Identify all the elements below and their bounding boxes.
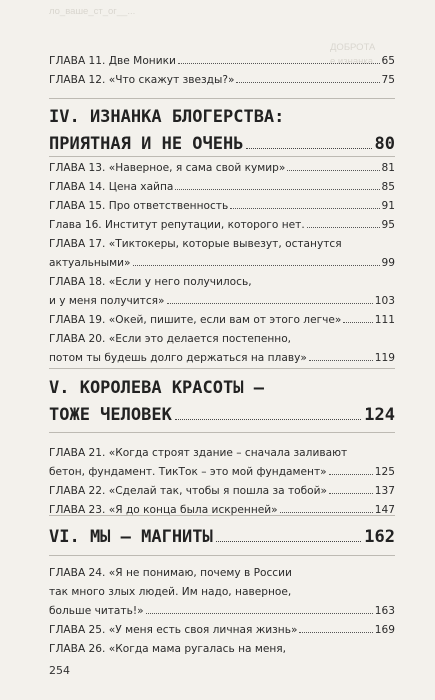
dot-leader	[167, 303, 373, 304]
toc-entry-line	[49, 444, 395, 463]
section-heading-text: IV. ИЗНАНКА БЛОГЕРСТВА:	[49, 107, 285, 127]
toc-page-number: 147	[374, 504, 395, 516]
toc-entry-text: ГЛАВА 14. Цена хайпа	[49, 181, 174, 193]
toc-group-a	[49, 52, 395, 90]
toc-entry-line	[49, 292, 395, 311]
toc-entry-line	[49, 178, 395, 197]
section-heading-line	[49, 375, 395, 402]
toc-entry-text: потом ты будешь долго держаться на плаву»	[49, 352, 307, 364]
toc-entry-text: ГЛАВА 25. «У меня есть своя личная жизнь»	[49, 624, 298, 636]
toc-entry-text: ГЛАВА 21. «Когда строят здание – сначала заливают	[49, 447, 348, 459]
toc-entry	[49, 71, 395, 90]
toc-entry	[49, 564, 395, 621]
section-divider	[49, 98, 395, 99]
toc-page-number: 119	[374, 352, 395, 364]
toc-entry-text: ГЛАВА 17. «Тиктокеры, которые вывезут, останутся	[49, 238, 342, 250]
section-heading-text: ПРИЯТНАЯ И НЕ ОЧЕНЬ	[49, 134, 244, 154]
page-number: 254	[49, 664, 70, 677]
dot-leader	[216, 541, 362, 542]
toc-entry	[49, 482, 395, 501]
toc-entry-line	[49, 501, 395, 520]
toc-page-number: 111	[374, 314, 395, 326]
toc-entry-text: ГЛАВА 11. Две Моники	[49, 55, 176, 67]
toc-entry-line	[49, 311, 395, 330]
toc-entry	[49, 501, 395, 520]
section-divider	[49, 368, 395, 369]
dot-leader	[329, 493, 373, 494]
section-divider	[49, 515, 395, 516]
dot-leader	[133, 265, 380, 266]
toc-entry-text: актуальными»	[49, 257, 131, 269]
section-divider	[49, 555, 395, 556]
section-heading-iv	[49, 104, 395, 158]
dot-leader	[307, 227, 380, 228]
dot-leader	[178, 63, 380, 64]
toc-entry	[49, 330, 395, 368]
toc-entry-line	[49, 235, 395, 254]
bleed-through-right-1: ДОБРОТА	[330, 42, 376, 53]
toc-entry-line	[49, 564, 395, 583]
dot-leader	[175, 189, 379, 190]
toc-entry-text: ГЛАВА 22. «Сделай так, чтобы я пошла за тобой»	[49, 485, 327, 497]
dot-leader	[146, 613, 373, 614]
toc-page-number: 125	[374, 466, 395, 478]
toc-entry	[49, 444, 395, 482]
bleed-through-top: ло_ваше_ст_ог__...	[49, 6, 136, 17]
toc-entry-text: ГЛАВА 26. «Когда мама ругалась на меня,	[49, 643, 287, 655]
toc-entry	[49, 52, 395, 71]
toc-entry-line	[49, 216, 395, 235]
toc-entry-line	[49, 159, 395, 178]
toc-group-d	[49, 564, 395, 659]
toc-entry	[49, 640, 395, 659]
section-page-number: 124	[364, 405, 395, 425]
section-heading-line	[49, 402, 395, 429]
toc-entry-line	[49, 482, 395, 501]
section-heading-line	[49, 524, 395, 551]
bleed-through-right-2: е изнанка	[330, 56, 374, 67]
toc-page-number: 91	[381, 200, 395, 212]
toc-entry-line	[49, 52, 395, 71]
dot-leader	[236, 82, 379, 83]
toc-entry-line	[49, 463, 395, 482]
toc-entry-line	[49, 602, 395, 621]
dot-leader	[287, 170, 379, 171]
toc-entry-text: ГЛАВА 13. «Наверное, я сама свой кумир»	[49, 162, 286, 174]
section-divider	[49, 156, 395, 157]
toc-entry	[49, 311, 395, 330]
toc-entry-line	[49, 640, 395, 659]
toc-entry	[49, 159, 395, 178]
toc-entry-line	[49, 254, 395, 273]
toc-entry-text: больше читать!»	[49, 605, 144, 617]
toc-entry	[49, 197, 395, 216]
toc-entry	[49, 621, 395, 640]
section-heading-text: ТОЖЕ ЧЕЛОВЕК	[49, 405, 172, 425]
section-divider	[49, 432, 395, 433]
section-heading-vi	[49, 524, 395, 551]
section-heading-line	[49, 131, 395, 158]
toc-entry-line	[49, 71, 395, 90]
toc-entry-text: так много злых людей. Им надо, наверное,	[49, 586, 292, 598]
section-page-number: 162	[364, 527, 395, 547]
toc-entry	[49, 273, 395, 311]
toc-page-number: 169	[374, 624, 395, 636]
toc-entry-text: Глава 16. Институт репутации, которого нет.	[49, 219, 305, 231]
toc-entry-text: ГЛАВА 18. «Если у него получилось,	[49, 276, 252, 288]
toc-entry-line	[49, 349, 395, 368]
toc-entry-text: ГЛАВА 19. «Окей, пишите, если вам от этого легче»	[49, 314, 342, 326]
toc-entry-text: ГЛАВА 12. «Что скажут звезды?»	[49, 74, 235, 86]
toc-page-number: 81	[381, 162, 395, 174]
dot-leader	[280, 512, 373, 513]
toc-page-number: 85	[381, 181, 395, 193]
toc-group-b	[49, 159, 395, 368]
section-heading-line	[49, 104, 395, 131]
toc-page-number: 95	[381, 219, 395, 231]
section-heading-text: VI. МЫ — МАГНИТЫ	[49, 527, 213, 547]
dot-leader	[329, 474, 373, 475]
toc-page-number: 99	[381, 257, 395, 269]
toc-entry	[49, 216, 395, 235]
dot-leader	[175, 419, 361, 420]
toc-entry-text: и у меня получится»	[49, 295, 165, 307]
toc-entry-text: ГЛАВА 15. Про ответственность	[49, 200, 229, 212]
section-heading-v	[49, 375, 395, 429]
toc-page-number: 163	[374, 605, 395, 617]
dot-leader	[309, 360, 373, 361]
toc-entry-line	[49, 621, 395, 640]
toc-entry	[49, 235, 395, 273]
toc-entry-text: ГЛАВА 24. «Я не понимаю, почему в России	[49, 567, 292, 579]
toc-entry-line	[49, 583, 395, 602]
toc-entry-line	[49, 330, 395, 349]
toc-group-c	[49, 444, 395, 520]
toc-entry-text: ГЛАВА 20. «Если это делается постепенно,	[49, 333, 292, 345]
toc-entry	[49, 178, 395, 197]
dot-leader	[343, 322, 372, 323]
dot-leader	[246, 148, 371, 149]
toc-entry-line	[49, 197, 395, 216]
section-heading-text: V. КОРОЛЕВА КРАСОТЫ —	[49, 378, 264, 398]
dot-leader	[230, 208, 379, 209]
dot-leader	[299, 632, 372, 633]
toc-entry-text: ГЛАВА 23. «Я до конца была искренней»	[49, 504, 278, 516]
toc-page-number: 65	[381, 55, 395, 67]
section-page-number: 80	[374, 134, 395, 154]
toc-entry-text: бетон, фундамент. ТикТок – это мой фундамент»	[49, 466, 327, 478]
toc-page-number: 137	[374, 485, 395, 497]
toc-entry-line	[49, 273, 395, 292]
toc-page-number: 103	[374, 295, 395, 307]
toc-page-number: 75	[381, 74, 395, 86]
